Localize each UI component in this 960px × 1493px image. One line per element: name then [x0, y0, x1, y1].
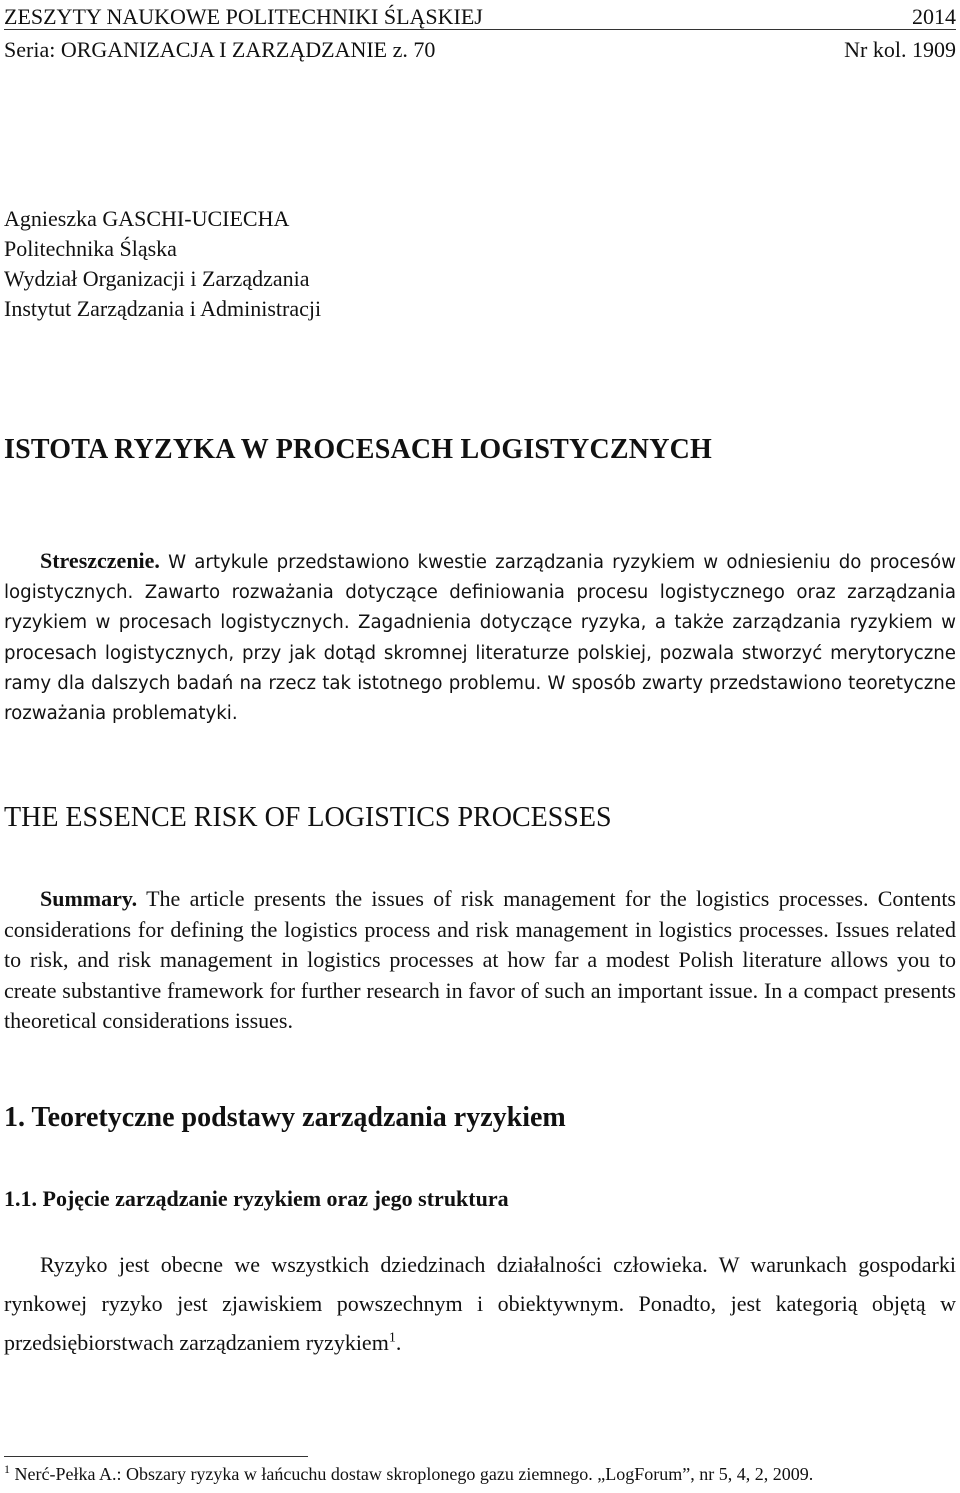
author-institute: Instytut Zarządzania i Administracji [4, 296, 322, 321]
summary-label: Summary. [40, 886, 138, 911]
footnote-number: 1 [4, 1462, 10, 1476]
body-text-end: . [395, 1330, 402, 1355]
paper-title-english: THE ESSENCE RISK OF LOGISTICS PROCESSES [4, 802, 612, 833]
abstract-label: Streszczenie. [40, 548, 160, 573]
journal-series: Seria: ORGANIZACJA I ZARZĄDZANIE z. 70 [4, 37, 436, 62]
running-header-line-2 [4, 37, 956, 63]
author-faculty: Wydział Organizacji i Zarządzania [4, 266, 310, 291]
footnote-text: Nerć-Pełka A.: Obszary ryzyka w łańcuchu dostaw skroplonego gazu ziemnego. „LogForum”, nr 5, 4, 2, 2009. [10, 1464, 814, 1484]
footnote-rule [4, 1456, 308, 1457]
running-header-line-1 [4, 4, 956, 30]
abstract-text: W artykule przedstawiono kwestie zarządzania ryzykiem w odniesieniu do procesów logistycznych. Zawarto rozważania dotyczące definiowania procesu logistycznego oraz zarządzania ryzykiem w procesach logistycznych. Zagadnienia dotyczące ryzyka, a także zarządzania ryzykiem w procesach logistycznych, przy jak dotąd skromnej literaturze polskiej, pozwala stworzyć merytoryczne ramy dla dalszych badań na rzecz tak istotnego problemu. W sposób zwarty przedstawiono teoretyczne rozważania problematyki. [4, 552, 956, 725]
author-name: Agnieszka GASCHI-UCIECHA [4, 206, 290, 231]
footnote-reference[interactable]: 1 [388, 1330, 396, 1346]
journal-issue: Nr kol. 1909 [844, 37, 956, 62]
body-text: Ryzyko jest obecne we wszystkich dziedzinach działalności człowieka. W warunkach gospodarki rynkowej ryzyko jest zjawiskiem powszechnym i obiektywnym. Ponadto, jest kategorią objętą w przedsiębiorstwach zarządzaniem ryzykiem [4, 1252, 956, 1355]
body-paragraph [4, 1245, 956, 1362]
subsection-heading: 1.1. Pojęcie zarządzanie ryzykiem oraz jego struktura [4, 1186, 509, 1211]
header-rule [4, 29, 956, 30]
section-heading: 1. Teoretyczne podstawy zarządzania ryzykiem [4, 1102, 566, 1133]
summary-text: The article presents the issues of risk management for the logistics processes. Contents considerations for defining the logistics process and risk management in logistics processes. Issues related to risk, and risk management in logistics processes at how far a modest Polish literature allows you to create substantive framework for further research in favor of such an important issue. In a compact presents theoretical considerations issues. [4, 886, 956, 1033]
paper-title-polish: ISTOTA RYZYKA W PROCESACH LOGISTYCZNYCH [4, 434, 713, 465]
journal-year: 2014 [912, 4, 956, 29]
journal-name: ZESZYTY NAUKOWE POLITECHNIKI ŚLĄSKIEJ [4, 4, 483, 29]
author-block [4, 204, 321, 324]
abstract-polish [4, 546, 956, 729]
author-university: Politechnika Śląska [4, 236, 177, 261]
summary-english [4, 884, 956, 1037]
footnote [4, 1462, 813, 1486]
